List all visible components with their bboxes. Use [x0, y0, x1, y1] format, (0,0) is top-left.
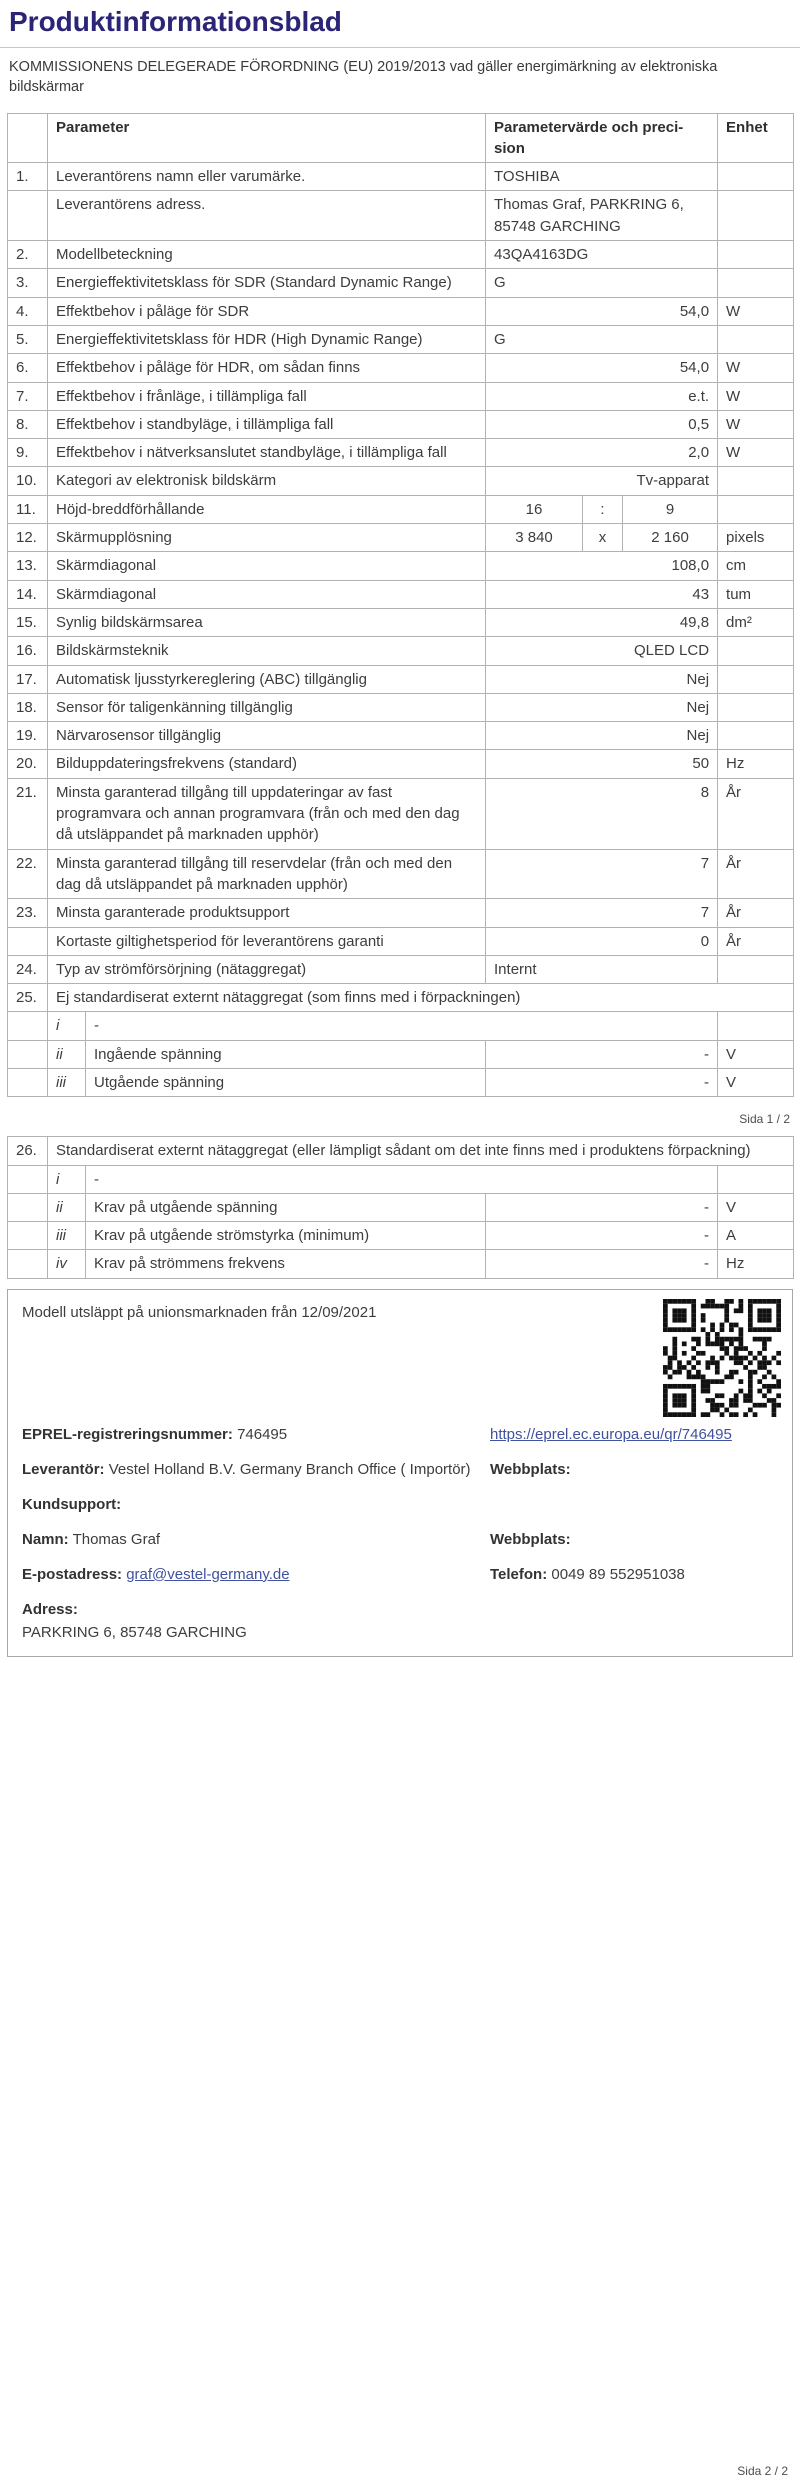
- param-unit: Hz: [718, 750, 794, 778]
- row-number: 10.: [8, 467, 48, 495]
- param-value-part: 16: [486, 495, 583, 523]
- param-value: 108,0: [486, 552, 718, 580]
- table-row: [8, 1193, 794, 1221]
- info-box: [7, 1289, 793, 1657]
- param-value: -: [486, 1068, 718, 1096]
- sub-index: ii: [48, 1193, 86, 1221]
- supplier-label: Leverantör:: [22, 1460, 105, 1478]
- param-unit: År: [718, 927, 794, 955]
- param-label: Skärmdiagonal: [48, 552, 486, 580]
- supplier-name: Vestel Holland B.V. Germany Branch Office ( Importör): [108, 1460, 471, 1478]
- table-row: [8, 354, 794, 382]
- param-value: 0: [486, 927, 718, 955]
- header-value: Parametervärde och precision: [486, 113, 718, 163]
- param-label: Krav på utgående strömstyrka (minimum): [86, 1222, 486, 1250]
- param-unit: [718, 722, 794, 750]
- row-number: 25.: [8, 984, 48, 1012]
- table-row: [8, 927, 794, 955]
- param-value: 8: [486, 778, 718, 849]
- table-row: [8, 382, 794, 410]
- page-number-1: Sida 1 / 2: [739, 1112, 790, 1127]
- param-unit: tum: [718, 580, 794, 608]
- name-label: Namn:: [22, 1530, 69, 1548]
- table-row: [8, 1068, 794, 1096]
- param-label: Minsta garanterad tillgång till uppdateringar av fast programvara och annan programvara (från och med den dag då utsläppandet på marknaden upphör): [48, 778, 486, 849]
- row-number: 3.: [8, 269, 48, 297]
- param-unit: A: [718, 1222, 794, 1250]
- param-unit: [718, 269, 794, 297]
- param-label: Effektbehov i standbyläge, i tillämpliga fall: [48, 410, 486, 438]
- table-row: [8, 580, 794, 608]
- param-unit: [718, 1012, 794, 1040]
- email-row: [22, 1564, 778, 1585]
- email-label: E-postadress:: [22, 1565, 123, 1583]
- table-row: [8, 467, 794, 495]
- table-row: [8, 665, 794, 693]
- param-label: Skärmdiagonal: [48, 580, 486, 608]
- page-title: Produktinformationsblad: [9, 6, 342, 37]
- param-value: 49,8: [486, 608, 718, 636]
- row-number: 17.: [8, 665, 48, 693]
- eprel-label: EPREL-registreringsnummer:: [22, 1425, 233, 1443]
- row-number: 23.: [8, 899, 48, 927]
- param-unit: [718, 955, 794, 983]
- param-value: 54,0: [486, 297, 718, 325]
- param-label: Krav på utgående spänning: [86, 1193, 486, 1221]
- sub-index: iii: [48, 1222, 86, 1250]
- row-number: 15.: [8, 608, 48, 636]
- param-label: Närvarosensor tillgänglig: [48, 722, 486, 750]
- param-unit: [718, 191, 794, 241]
- phone-label: Telefon:: [490, 1565, 548, 1583]
- param-label: Ingående spänning: [86, 1040, 486, 1068]
- header-unit: Enhet: [718, 113, 794, 163]
- title-divider: [0, 47, 800, 48]
- param-unit: [718, 325, 794, 353]
- row-number: 12.: [8, 524, 48, 552]
- row-number: 26.: [8, 1137, 48, 1165]
- param-value: 7: [486, 849, 718, 899]
- param-value: -: [486, 1250, 718, 1278]
- row-number: 2.: [8, 241, 48, 269]
- table-row: [8, 1137, 794, 1165]
- param-unit: cm: [718, 552, 794, 580]
- contact-name-row: [22, 1529, 778, 1550]
- param-value: Nej: [486, 665, 718, 693]
- param-value: TOSHIBA: [486, 163, 718, 191]
- page-number-2: Sida 2 / 2: [737, 2464, 788, 2478]
- email-link[interactable]: graf@vestel-germany.de: [126, 1565, 290, 1583]
- market-date-text: Modell utsläppt på unionsmarknaden från 12/09/2021: [22, 1303, 377, 1321]
- table-row: [8, 849, 794, 899]
- param-value: e.t.: [486, 382, 718, 410]
- row-number: 4.: [8, 297, 48, 325]
- table-row: [8, 750, 794, 778]
- param-label: Bildskärmsteknik: [48, 637, 486, 665]
- row-number: 21.: [8, 778, 48, 849]
- eprel-number: 746495: [237, 1425, 288, 1443]
- header-parameter: Parameter: [48, 113, 486, 163]
- table-row: [8, 955, 794, 983]
- header-empty-cell: [8, 113, 48, 163]
- param-label: Effektbehov i påläge för HDR, om sådan finns: [48, 354, 486, 382]
- param-value: G: [486, 269, 718, 297]
- param-label: Minsta garanterad tillgång till reservdelar (från och med den dag då utsläppandet på marknaden upphör): [48, 849, 486, 899]
- row-number: [8, 1068, 48, 1096]
- param-label: Energieffektivitetsklass för SDR (Standard Dynamic Range): [48, 269, 486, 297]
- param-value: Internt: [486, 955, 718, 983]
- param-value: Nej: [486, 693, 718, 721]
- param-unit: [718, 693, 794, 721]
- website-label-2: Webbplats:: [490, 1530, 571, 1548]
- row-number: 20.: [8, 750, 48, 778]
- table-row: [8, 899, 794, 927]
- sub-index: iv: [48, 1250, 86, 1278]
- table-row: [8, 1012, 794, 1040]
- param-value-part: 3 840: [486, 524, 583, 552]
- param-label: Effektbehov i nätverksanslutet standbyläge, i tillämpliga fall: [48, 439, 486, 467]
- param-unit: dm²: [718, 608, 794, 636]
- row-number: 9.: [8, 439, 48, 467]
- param-label: Höjd-breddförhållande: [48, 495, 486, 523]
- table-row: [8, 778, 794, 849]
- row-number: [8, 1040, 48, 1068]
- sub-index: i: [48, 1012, 86, 1040]
- param-label: Modellbeteckning: [48, 241, 486, 269]
- param-label: Energieffektivitetsklass för HDR (High Dynamic Range): [48, 325, 486, 353]
- table-row: [8, 241, 794, 269]
- phone-number: 0049 89 552951038: [551, 1565, 685, 1583]
- param-unit: V: [718, 1068, 794, 1096]
- param-unit: W: [718, 297, 794, 325]
- sub-index: ii: [48, 1040, 86, 1068]
- param-label: Leverantörens namn eller varumärke.: [48, 163, 486, 191]
- parameter-table-1: [7, 113, 794, 1098]
- param-label: Utgående spänning: [86, 1068, 486, 1096]
- param-label: Typ av strömförsörjning (nätaggregat): [48, 955, 486, 983]
- qr-code-icon: [663, 1299, 781, 1417]
- param-unit: År: [718, 899, 794, 927]
- param-unit: År: [718, 849, 794, 899]
- param-label: Bilduppdateringsfrekvens (standard): [48, 750, 486, 778]
- param-label: Kategori av elektronisk bildskärm: [48, 467, 486, 495]
- row-number: 1.: [8, 163, 48, 191]
- address-value: PARKRING 6, 85748 GARCHING: [22, 1623, 247, 1641]
- table-row: [8, 552, 794, 580]
- param-value: 2,0: [486, 439, 718, 467]
- row-number: 24.: [8, 955, 48, 983]
- param-value: 43QA4163DG: [486, 241, 718, 269]
- param-value: 50: [486, 750, 718, 778]
- param-unit: År: [718, 778, 794, 849]
- param-unit: [718, 1165, 794, 1193]
- table-row: [8, 637, 794, 665]
- param-value: Nej: [486, 722, 718, 750]
- row-number: 22.: [8, 849, 48, 899]
- param-value: QLED LCD: [486, 637, 718, 665]
- address-label: Adress:: [22, 1600, 78, 1618]
- param-value: 7: [486, 899, 718, 927]
- row-number: 5.: [8, 325, 48, 353]
- customer-support-label: Kundsupport:: [22, 1495, 122, 1513]
- param-label: Skärmupplösning: [48, 524, 486, 552]
- row-number: 14.: [8, 580, 48, 608]
- table-row: [8, 325, 794, 353]
- row-number: 11.: [8, 495, 48, 523]
- param-unit: V: [718, 1193, 794, 1221]
- param-unit: W: [718, 439, 794, 467]
- row-number: 19.: [8, 722, 48, 750]
- param-unit: Hz: [718, 1250, 794, 1278]
- param-value-separator: :: [583, 495, 623, 523]
- param-unit: [718, 241, 794, 269]
- contact-name: Thomas Graf: [72, 1530, 161, 1548]
- param-value: -: [486, 1222, 718, 1250]
- row-number: 6.: [8, 354, 48, 382]
- row-number: 16.: [8, 637, 48, 665]
- param-unit: W: [718, 382, 794, 410]
- param-label: Effektbehov i påläge för SDR: [48, 297, 486, 325]
- param-label: Minsta garanterade produktsupport: [48, 899, 486, 927]
- param-label: Effektbehov i frånläge, i tillämpliga fall: [48, 382, 486, 410]
- row-number: [8, 927, 48, 955]
- table-row: [8, 524, 794, 552]
- param-unit: [718, 163, 794, 191]
- param-unit: pixels: [718, 524, 794, 552]
- eprel-qr-link[interactable]: https://eprel.ec.europa.eu/qr/746495: [490, 1425, 732, 1443]
- row-number: [8, 1012, 48, 1040]
- sub-index: iii: [48, 1068, 86, 1096]
- param-value: G: [486, 325, 718, 353]
- table-row: [8, 439, 794, 467]
- row-number: 8.: [8, 410, 48, 438]
- table-row: [8, 693, 794, 721]
- param-value-part: 2 160: [623, 524, 718, 552]
- table-row: [8, 1222, 794, 1250]
- page-subtitle: KOMMISSIONENS DELEGERADE FÖRORDNING (EU) 2019/2013 vad gäller energimärkning av elektroniska bildskärmar: [9, 59, 718, 96]
- parameter-table-2: [7, 1136, 794, 1278]
- table1-body: [8, 163, 794, 1097]
- param-label: Automatisk ljusstyrkereglering (ABC) tillgänglig: [48, 665, 486, 693]
- param-label: Leverantörens adress.: [48, 191, 486, 241]
- table-row: [8, 191, 794, 241]
- param-label: Ej standardiserat externt nätaggregat (som finns med i förpackningen): [48, 984, 794, 1012]
- param-label: Sensor för taligenkänning tillgänglig: [48, 693, 486, 721]
- sub-index: i: [48, 1165, 86, 1193]
- row-number: 18.: [8, 693, 48, 721]
- table-row: [8, 984, 794, 1012]
- row-number: 13.: [8, 552, 48, 580]
- row-number: [8, 191, 48, 241]
- table-row: [8, 722, 794, 750]
- table-header-row: [8, 113, 794, 163]
- param-label: -: [86, 1012, 718, 1040]
- table-row: [8, 1040, 794, 1068]
- param-label: -: [86, 1165, 718, 1193]
- row-number: [8, 1250, 48, 1278]
- table-row: [8, 410, 794, 438]
- param-label: Kortaste giltighetsperiod för leverantörens garanti: [48, 927, 486, 955]
- param-value: 0,5: [486, 410, 718, 438]
- row-number: [8, 1222, 48, 1250]
- table-row: [8, 269, 794, 297]
- param-label: Krav på strömmens frekvens: [86, 1250, 486, 1278]
- param-unit: W: [718, 354, 794, 382]
- param-unit: W: [718, 410, 794, 438]
- param-value: -: [486, 1040, 718, 1068]
- eprel-row: [22, 1424, 778, 1445]
- param-unit: [718, 637, 794, 665]
- table-row: [8, 495, 794, 523]
- table-row: [8, 297, 794, 325]
- param-value: 43: [486, 580, 718, 608]
- param-label: Synlig bildskärmsarea: [48, 608, 486, 636]
- param-value: -: [486, 1193, 718, 1221]
- param-value: Thomas Graf, PARKRING 6, 85748 GARCHING: [486, 191, 718, 241]
- row-number: [8, 1193, 48, 1221]
- table-row: [8, 1165, 794, 1193]
- table-row: [8, 608, 794, 636]
- param-unit: V: [718, 1040, 794, 1068]
- param-value-part: 9: [623, 495, 718, 523]
- row-number: [8, 1165, 48, 1193]
- website-label: Webbplats:: [490, 1460, 571, 1478]
- supplier-row: [22, 1459, 778, 1480]
- param-unit: [718, 467, 794, 495]
- param-label: Standardiserat externt nätaggregat (eller lämpligt sådant om det inte finns med i produktens förpackning): [48, 1137, 794, 1165]
- table2-body: [8, 1137, 794, 1278]
- param-value-separator: x: [583, 524, 623, 552]
- param-value: Tv-apparat: [486, 467, 718, 495]
- row-number: 7.: [8, 382, 48, 410]
- param-value: 54,0: [486, 354, 718, 382]
- param-unit: [718, 495, 794, 523]
- table-row: [8, 163, 794, 191]
- table-row: [8, 1250, 794, 1278]
- param-unit: [718, 665, 794, 693]
